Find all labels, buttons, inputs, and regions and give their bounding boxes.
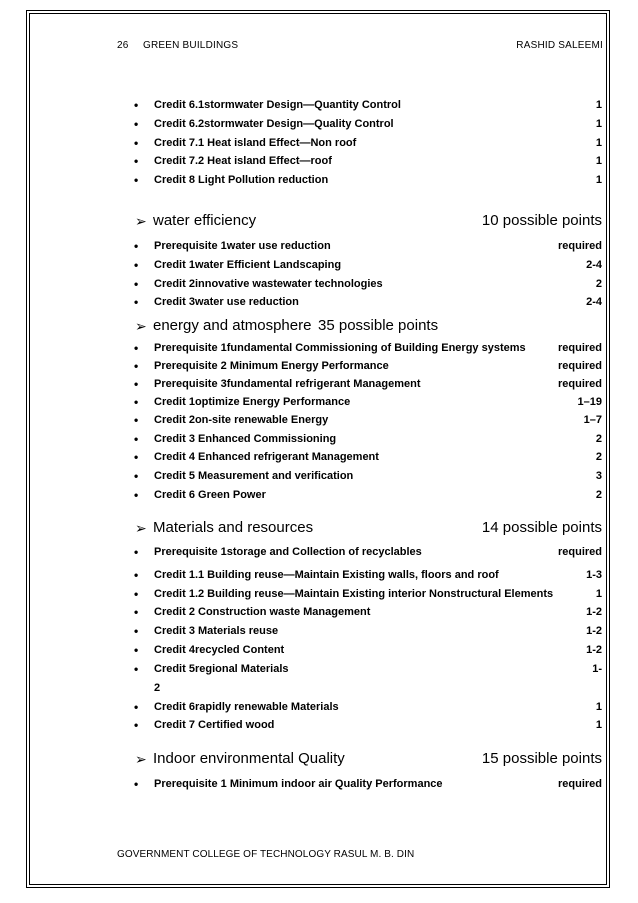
- item-points: required: [557, 360, 602, 372]
- section-title: Indoor environmental Quality: [153, 750, 345, 767]
- item-points: 1: [595, 118, 602, 130]
- item-label: Credit 1.1 Building reuse—Maintain Existing walls, floors and roof: [154, 569, 499, 581]
- item-label: Credit 6.2stormwater Design—Quality Control: [154, 118, 394, 130]
- section-heading: [135, 748, 602, 770]
- bullet-icon: •: [134, 700, 139, 714]
- item-label: Credit 2 Construction waste Management: [154, 606, 371, 618]
- header-author: RASHID SALEEMI: [516, 40, 603, 51]
- section-title: water efficiency: [153, 212, 257, 229]
- item-label: Credit 4 Enhanced refrigerant Management: [154, 451, 379, 463]
- list-item: [134, 486, 602, 504]
- item-label: Credit 4recycled Content: [154, 644, 285, 656]
- bullet-icon: •: [134, 624, 139, 638]
- bullet-icon: •: [134, 777, 139, 791]
- section-title: energy and atmosphere: [153, 317, 312, 334]
- item-label: Credit 5regional Materials: [154, 663, 289, 675]
- item-label: Prerequisite 2 Minimum Energy Performance: [154, 360, 389, 372]
- item-label: Credit 6 Green Power: [154, 489, 266, 501]
- item-label: Credit 6rapidly renewable Materials: [154, 701, 339, 713]
- item-label: Credit 5 Measurement and verification: [154, 470, 354, 482]
- item-label: Credit 1optimize Energy Performance: [154, 396, 351, 408]
- section-title: Materials and resources: [153, 519, 314, 536]
- bullet-icon: •: [134, 377, 139, 391]
- list-item: [134, 275, 602, 293]
- list-item: [134, 641, 602, 659]
- list-item: [134, 622, 602, 640]
- list-item: [134, 293, 602, 311]
- section-points: 15 possible points: [481, 750, 602, 767]
- list-item: [134, 134, 602, 152]
- list-item: [134, 566, 602, 584]
- item-points: 2: [595, 489, 602, 501]
- item-points: required: [557, 546, 602, 558]
- item-points: 1-3: [586, 569, 602, 581]
- arrow-bullet-icon: ➢: [135, 318, 147, 334]
- list-item: [134, 171, 602, 189]
- item-points: 1-2: [586, 625, 602, 637]
- section-heading: [135, 315, 602, 337]
- list-item: [134, 448, 602, 466]
- bullet-icon: •: [134, 295, 139, 309]
- bullet-icon: •: [134, 173, 139, 187]
- item-label: Credit 7.1 Heat island Effect—Non roof: [154, 137, 357, 149]
- item-points: 1-2: [586, 606, 602, 618]
- item-points: 1: [595, 701, 602, 713]
- item-label: Credit 8 Light Pollution reduction: [154, 174, 329, 186]
- section-heading: [135, 210, 602, 232]
- item-points: 2: [595, 433, 602, 445]
- item-points: required: [557, 778, 602, 790]
- item-points: 1-2: [586, 644, 602, 656]
- arrow-bullet-icon: ➢: [135, 751, 147, 767]
- item-label: Prerequisite 1fundamental Commissioning of Building Energy systems: [154, 342, 526, 354]
- item-points-wrap: [134, 679, 602, 697]
- bullet-icon: •: [134, 432, 139, 446]
- list-item: [134, 152, 602, 170]
- bullet-icon: •: [134, 587, 139, 601]
- item-points: 2: [595, 451, 602, 463]
- item-label: Credit 7.2 Heat island Effect—roof: [154, 155, 332, 167]
- bullet-icon: •: [134, 136, 139, 150]
- item-points: 1: [595, 174, 602, 186]
- bullet-icon: •: [134, 239, 139, 253]
- item-points: 2-4: [586, 259, 602, 271]
- bullet-icon: •: [134, 395, 139, 409]
- item-points: required: [557, 240, 602, 252]
- item-label: Credit 1.2 Building reuse—Maintain Existing interior Nonstructural Elements: [154, 588, 554, 600]
- bullet-icon: •: [134, 568, 139, 582]
- section-heading: [135, 517, 602, 539]
- item-label: Credit 1water Efficient Landscaping: [154, 259, 342, 271]
- item-label: Credit 2on-site renewable Energy: [154, 414, 329, 426]
- list-item: [134, 237, 602, 255]
- list-item: [134, 96, 602, 114]
- item-points: 1: [595, 588, 602, 600]
- item-label: Credit 2innovative wastewater technologies: [154, 278, 383, 290]
- bullet-icon: •: [134, 258, 139, 272]
- header-title: GREEN BUILDINGS: [143, 40, 239, 51]
- item-label: Prerequisite 1water use reduction: [154, 240, 331, 252]
- item-label: Prerequisite 1storage and Collection of recyclables: [154, 546, 422, 558]
- bullet-icon: •: [134, 98, 139, 112]
- item-label: Prerequisite 3fundamental refrigerant Management: [154, 378, 421, 390]
- bullet-icon: •: [134, 413, 139, 427]
- bullet-icon: •: [134, 154, 139, 168]
- list-item: [134, 256, 602, 274]
- item-label: Credit 6.1stormwater Design—Quantity Control: [154, 99, 401, 111]
- bullet-icon: •: [134, 488, 139, 502]
- item-points: 1: [595, 137, 602, 149]
- arrow-bullet-icon: ➢: [135, 520, 147, 536]
- item-label: Credit 3 Enhanced Commissioning: [154, 433, 337, 445]
- bullet-icon: •: [134, 117, 139, 131]
- bullet-icon: •: [134, 277, 139, 291]
- item-label: Credit 3water use reduction: [154, 296, 299, 308]
- list-item: [134, 585, 602, 603]
- bullet-icon: •: [134, 341, 139, 355]
- section-points: 35 possible points: [318, 317, 439, 334]
- item-points-continuation: 2: [154, 682, 161, 694]
- item-points: 1: [595, 155, 602, 167]
- bullet-icon: •: [134, 643, 139, 657]
- item-points: 2-4: [586, 296, 602, 308]
- item-points: 1–19: [577, 396, 602, 408]
- list-item: [134, 411, 602, 429]
- list-item: [134, 660, 602, 678]
- bullet-icon: •: [134, 359, 139, 373]
- bullet-icon: •: [134, 605, 139, 619]
- list-item: [134, 716, 602, 734]
- item-points: 1-: [592, 663, 602, 675]
- section-points: 14 possible points: [481, 519, 602, 536]
- item-points: required: [557, 378, 602, 390]
- item-points: 1–7: [583, 414, 602, 426]
- bullet-icon: •: [134, 469, 139, 483]
- list-item: [134, 430, 602, 448]
- page-number: 26: [117, 40, 129, 51]
- item-label: Prerequisite 1 Minimum indoor air Quality Performance: [154, 778, 443, 790]
- bullet-icon: •: [134, 662, 139, 676]
- item-points: 1: [595, 99, 602, 111]
- page-footer: GOVERNMENT COLLEGE OF TECHNOLOGY RASUL M. B. DIN: [117, 849, 415, 860]
- item-label: Credit 3 Materials reuse: [154, 625, 279, 637]
- list-item: [134, 698, 602, 716]
- item-points: required: [557, 342, 602, 354]
- list-item: [134, 775, 602, 793]
- list-item: [134, 357, 602, 375]
- list-item: [134, 115, 602, 133]
- bullet-icon: •: [134, 450, 139, 464]
- section-points: 10 possible points: [481, 212, 602, 229]
- arrow-bullet-icon: ➢: [135, 213, 147, 229]
- list-item: [134, 393, 602, 411]
- bullet-icon: •: [134, 718, 139, 732]
- list-item: [134, 339, 602, 357]
- list-item: [134, 375, 602, 393]
- bullet-icon: •: [134, 545, 139, 559]
- list-item: [134, 543, 602, 561]
- list-item: [134, 467, 602, 485]
- item-points: 2: [595, 278, 602, 290]
- list-item: [134, 603, 602, 621]
- item-points: 1: [595, 719, 602, 731]
- item-points: 3: [595, 470, 602, 482]
- item-label: Credit 7 Certified wood: [154, 719, 275, 731]
